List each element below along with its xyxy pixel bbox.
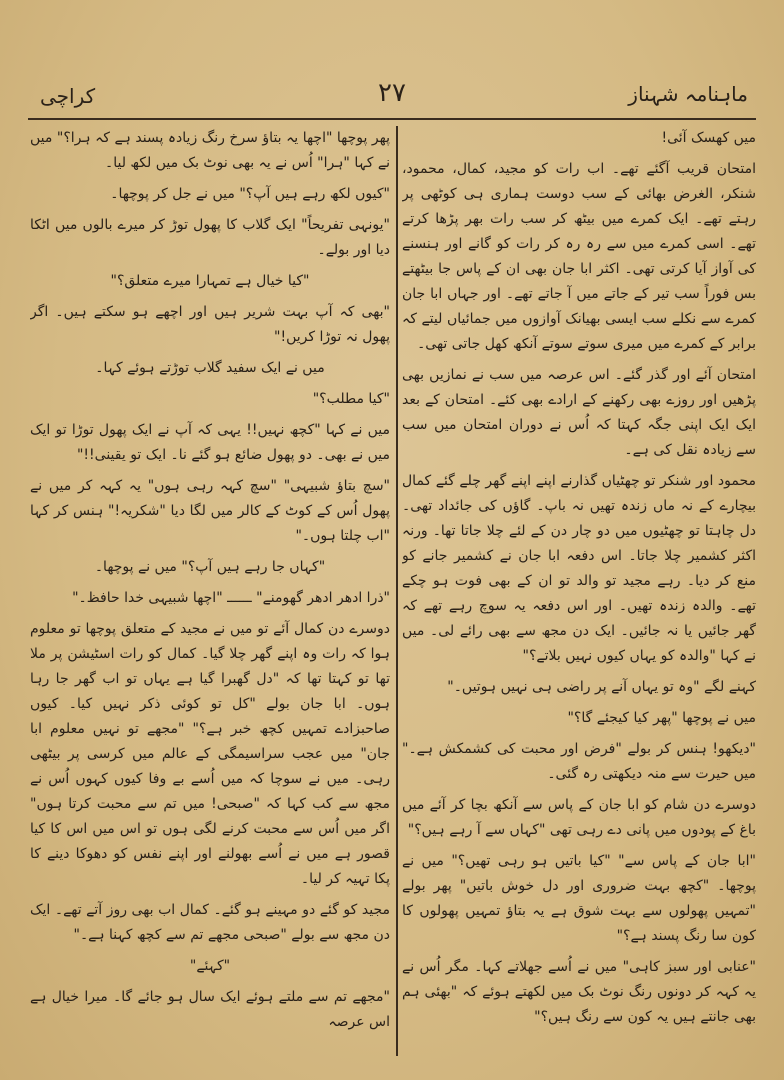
paragraph: کہنے لگے "وہ تو یہاں آنے پر راضی ہی نہیں ہوتیں۔"	[447, 679, 756, 695]
paragraph: امتحان قریب آگئے تھے۔ اب رات کو مجید، کمال، محمود، شنکر، الغرض بھائی کے سب دوست ہماری ہی کوٹھی پر رہتے تھے۔ ایک کمرے میں بیٹھ کر سب رات بھر پڑھا کرتے تھے۔ اسی کمرے میں سے رہ رہ کر رات کو گانے اور ہنسنے کی آواز آیا کرتی تھی۔ اکثر ابا جان بھی ان کے پاس جا بیٹھتے بس فوراً سب تیر کے جاتے میں آ جاتے تھے۔ اور جہاں ابا جان کمرے سے نکلے سب ایسی بھیانک آوازوں میں جمائیاں لیتے کہ برابر کے کمرے میں میری سوتے سوتے آنکھ کھل جاتی تھی۔	[402, 161, 756, 352]
paragraph: میں نے ایک سفید گلاب توڑتے ہوئے کہا۔	[95, 360, 325, 376]
paragraph: "سچ بتاؤ شبیہی" "سچ کہہ رہی ہوں" یہ کہہ کر میں نے پھول اُس کے کوٹ کے کالر میں لگا دیا "شکریہ!" ہنس کر کہا "اب چلتا ہوں۔"	[30, 478, 390, 544]
paragraph: میں کھسک آئی!	[661, 130, 756, 146]
column-divider	[396, 126, 398, 1056]
paragraph: "دیکھو! ہنس کر بولے "فرض اور محبت کی کشمکش ہے۔" میں حیرت سے منہ دیکھتی رہ گئی۔	[402, 741, 756, 782]
right-text-column	[402, 126, 756, 1060]
paragraph: دوسرے دن شام کو ابا جان کے پاس سے آنکھ بچا کر آئے میں باغ کے پودوں میں پانی دے رہی تھی "کہاں سے آ رہے ہیں؟"	[402, 797, 756, 838]
paragraph: "عنابی اور سبز کاہی" میں نے اُسے جھلاتے کہا۔ مگر اُس نے یہ کہہ کر دونوں رنگ نوٹ بک میں لکھتے ہوئے کہ "بھئی ہم بھی جانتے ہیں یہ کون سے رنگ ہیں؟"	[402, 959, 756, 1025]
paragraph: محمود اور شنکر تو چھٹیاں گذارنے اپنے اپنے گھر چلے گئے کمال بیچارے کے نہ ماں زندہ تھیں نہ باپ۔ گاؤں کی جائداد تھی۔ دل چاہتا تو چھٹیوں میں دو چار دن کے لئے چلا جاتا تھا۔ ورنہ اکثر کشمیر چلا جاتا۔ اس دفعہ ابا جان نے کشمیر جانے کو منع کر دیا۔ رہے مجید تو والد تو ان کے بھی فوت ہو چکے تھے۔ والدہ زندہ تھیں۔ اور اس دفعہ یہ سوچ رہے تھے کہ گھر جائیں یا نہ جائیں۔ ایک دن مجھ سے بھی رائے لی۔ میں نے کہا "والدہ کو یہاں کیوں نہیں بلاتے؟"	[402, 473, 756, 664]
page-number: ۲۷	[378, 78, 406, 108]
paragraph: "کیا خیال ہے تمہارا میرے متعلق؟"	[110, 273, 310, 289]
left-text-column	[30, 126, 390, 1060]
magazine-title: ماہنامہ شہناز	[628, 82, 748, 106]
paragraph: "کہاں جا رہے ہیں آپ؟" میں نے پوچھا۔	[94, 559, 326, 575]
paragraph: میں نے پوچھا "پھر کیا کیجئے گا؟"	[567, 710, 756, 726]
paragraph: مجید کو گئے دو مہینے ہو گئے۔ کمال اب بھی روز آتے تھے۔ ایک دن مجھ سے بولے "صبحی مجھے تم سے کچھ کہنا ہے۔"	[30, 902, 390, 943]
paragraph: میں نے کہا "کچھ نہیں!! یہی کہ آپ نے ایک پھول توڑا تو ایک میں نے بھی۔ دو پھول ضائع ہو گئے نا۔ ایک تو یقینی!!"	[30, 422, 390, 463]
paragraph: "ذرا ادھر ادھر گھومنے" ــــــ "اچھا شبیہی خدا حافظ۔"	[72, 590, 390, 606]
paragraph: پھر پوچھا "اچھا یہ بتاؤ سرخ رنگ زیادہ پسند ہے کہ ہرا؟" میں نے کہا "ہرا" اُس نے یہ بھی نوٹ بک میں لکھ لیا۔	[30, 130, 390, 171]
paragraph: دوسرے دن کمال آئے تو میں نے مجید کے متعلق پوچھا تو معلوم ہوا کہ رات وہ اپنے گھر چلا گیا۔ کمال کو رات اسٹیشن پر ملا تھا تو کہتا تھا کہ "دل گھبرا گیا ہے یہاں تو اب گھر جا رہا ہوں۔ ابا جان بولے "کل تو کوئی ذکر نہیں کیا۔ کیوں صاحبزادے تمہیں کچھ خبر ہے؟" "مجھے تو نہیں معلوم ابا جان" میں عجب سراسیمگی کے عالم میں کرسی پر بیٹھی رہی۔ میں نے سوچا کہ میں اُسے بے وفا کیوں کہوں اُس نے مجھ سے کب کہا کہ "صبحی! میں تم سے محبت کرتا ہوں" اگر میں اُس سے محبت کرنے لگی ہوں تو اس میں اس کا کیا قصور ہے میں نے اُسے بھولنے اور اپنے نفس کو دھوکا دینے کا پکا تہیہ کر لیا۔	[30, 621, 390, 887]
page-header	[28, 78, 756, 120]
paragraph: "کیوں لکھ رہے ہیں آپ؟" میں نے جل کر پوچھا۔	[110, 186, 390, 202]
paragraph: "کہئے"	[189, 958, 231, 974]
paragraph: "ابا جان کے پاس سے" "کیا باتیں ہو رہی تھیں؟" میں نے پوچھا۔ "کچھ بہت ضروری اور دل خوش باتیں" پھر بولے "تمہیں پھولوں سے بہت شوق ہے یہ بتاؤ تمہیں پھولوں کا کون سا رنگ پسند ہے؟"	[402, 853, 756, 944]
paragraph: "مجھے تم سے ملتے ہوئے ایک سال ہو جائے گا۔ میرا خیال ہے اس عرصہ	[30, 989, 390, 1030]
header-city: کراچی	[40, 84, 96, 108]
paragraph: "یونہی تفریحاً" ایک گلاب کا پھول توڑ کر میرے بالوں میں اٹکا دیا اور بولے۔	[30, 217, 390, 258]
paragraph: "بھی کہ آپ بہت شریر ہیں اور اچھے ہو سکتے ہیں۔ اگر پھول نہ توڑا کریں!"	[30, 304, 390, 345]
paragraph: "کیا مطلب؟"	[312, 391, 390, 407]
paragraph: امتحان آئے اور گذر گئے۔ اس عرصہ میں سب نے نمازیں بھی پڑھیں اور روزے بھی رکھنے کے ارادے بھی کئے۔ امتحان کے بعد ایک ایک اپنی جگہ کہتا کہ اُس نے دوران امتحان میں سب سے زیادہ نقل کی ہے۔	[402, 367, 756, 458]
